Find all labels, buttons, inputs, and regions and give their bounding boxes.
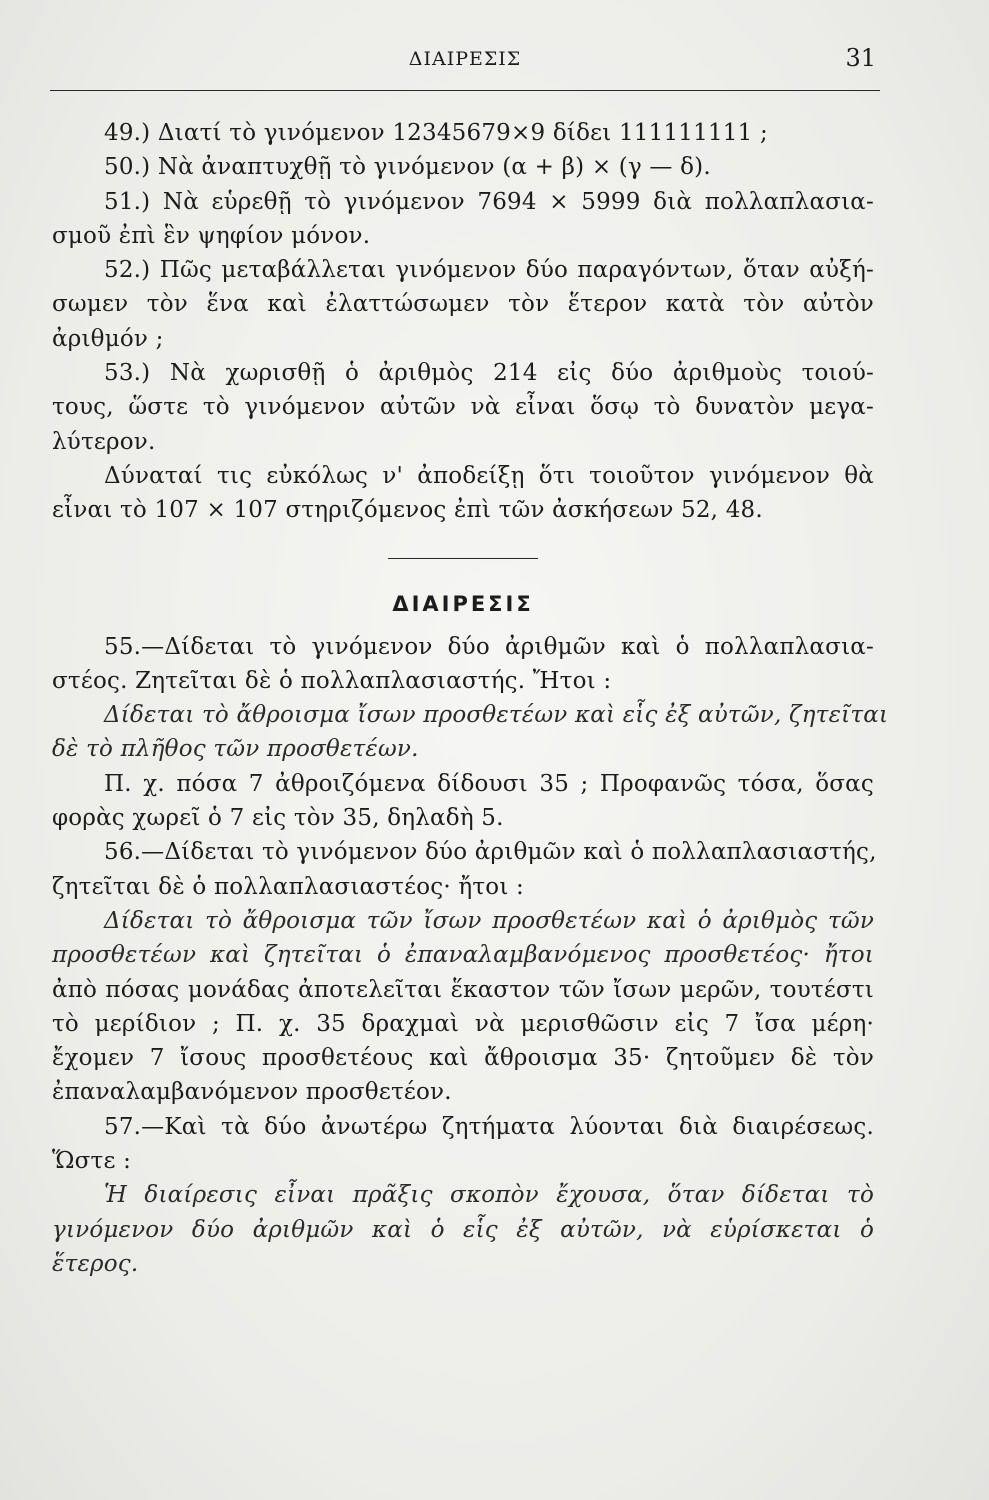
text-line: Δίδεται τὸ ἄθροισμα ἴσων προσθετέων καὶ εἷς ἐξ αὐτῶν, ζητεῖται — [104, 702, 889, 729]
text-line: ζητεῖται δὲ ὁ πολλαπλασιαστέος· ἤτοι : — [52, 873, 524, 900]
text-line: Ἡ διαίρεσις εἶναι πρᾶξις σκοπὸν ἔχουσα, ὅταν δίδεται τὸ — [104, 1182, 874, 1209]
text-line: 56.—Δίδεται τὸ γινόμενον δύο ἀριθμῶν καὶ ὁ πολλαπλασιαστής, — [104, 839, 877, 866]
text-line: Ὥστε : — [52, 1148, 132, 1175]
text-line: προσθετέων καὶ ζητεῖται ὁ ἐπαναλαμβανόμενος προσθετέος· ἤτοι — [52, 942, 874, 969]
page-number: 31 — [845, 44, 876, 72]
text-line: σωμεν τὸν ἕνα καὶ ἐλαττώσωμεν τὸν ἕτερον κατὰ τὸν αὐτὸν — [52, 291, 874, 318]
page-body — [52, 116, 889, 1281]
text-line: λύτερον. — [52, 428, 156, 455]
text-line: τὸ μερίδιον ; Π. χ. 35 δραχμαὶ νὰ μερισθῶσιν εἰς 7 ἴσα μέρη· — [52, 1010, 874, 1037]
section-divider — [388, 558, 538, 559]
text-line: δὲ τὸ πλῆθος τῶν προσθετέων. — [52, 736, 419, 763]
section-heading: ΔΙΑΙΡΕΣΙΣ — [392, 591, 534, 616]
running-title: ΔΙΑΙΡΕΣΙΣ — [408, 48, 522, 70]
text-line: Π. χ. πόσα 7 ἀθροιζόμενα δίδουσι 35 ; Προφανῶς τόσα, ὅσας — [104, 770, 874, 797]
text-line: ἔχομεν 7 ἴσους προσθετέους καὶ ἄθροισμα 35· ζητοῦμεν δὲ τὸν — [52, 1045, 874, 1072]
text-line: 49.) Διατί τὸ γινόμενον 12345679×9 δίδει 111111111 ; — [104, 120, 768, 146]
text-line: 52.) Πῶς μεταβάλλεται γινόμενον δύο παραγόντων, ὅταν αὐξή- — [104, 257, 874, 284]
text-line: 53.) Νὰ χωρισθῇ ὁ ἀριθμὸς 214 εἰς δύο ἀριθμοὺς τοιού- — [104, 360, 874, 387]
running-head — [50, 40, 880, 91]
exercises-block — [52, 116, 874, 528]
division-section-block — [52, 630, 889, 1282]
text-line: 51.) Νὰ εὑρεθῇ τὸ γινόμενον 7694 × 5999 διὰ πολλαπλασια- — [104, 188, 874, 215]
text-line: τους, ὥστε τὸ γινόμενον αὐτῶν νὰ εἶναι ὅσῳ τὸ δυνατὸν μεγα- — [52, 394, 874, 421]
text-line: ἐπαναλαμβανόμενον προσθετέον. — [52, 1079, 452, 1106]
text-line: ἕτερος. — [52, 1250, 139, 1277]
text-line: φορὰς χωρεῖ ὁ 7 εἰς τὸν 35, δηλαδὴ 5. — [52, 805, 504, 832]
text-line: 55.—Δίδεται τὸ γινόμενον δύο ἀριθμῶν καὶ ὁ πολλαπλασια- — [104, 633, 874, 660]
text-line: γινόμενον δύο ἀριθμῶν καὶ ὁ εἷς ἐξ αὐτῶν, νὰ εὑρίσκεται ὁ — [52, 1216, 874, 1243]
text-line: ἀριθμόν ; — [52, 325, 164, 352]
text-line: 57.—Καὶ τὰ δύο ἀνωτέρω ζητήματα λύονται διὰ διαιρέσεως. — [104, 1113, 874, 1140]
text-line: Δίδεται τὸ ἄθροισμα τῶν ἴσων προσθετέων καὶ ὁ ἀριθμὸς τῶν — [104, 907, 874, 934]
text-line: στέος. Ζητεῖται δὲ ὁ πολλαπλασιαστής. Ἤτοι : — [52, 667, 612, 694]
text-line: Δύναταί τις εὐκόλως ν' ἀποδείξῃ ὅτι τοιοῦτον γινόμενον θὰ — [104, 462, 874, 489]
text-line: σμοῦ ἐπὶ ἓν ψηφίον μόνον. — [52, 222, 371, 249]
text-line: εἶναι τὸ 107 × 107 στηριζόμενος ἐπὶ τῶν ἀσκήσεων 52, 48. — [52, 497, 763, 524]
text-line: ἀπὸ πόσας μονάδας ἀποτελεῖται ἕκαστον τῶν ἴσων μερῶν, τουτέστι — [52, 976, 874, 1003]
text-line: 50.) Νὰ ἀναπτυχθῇ τὸ γινόμενον (α + β) × (γ — δ). — [104, 154, 711, 181]
